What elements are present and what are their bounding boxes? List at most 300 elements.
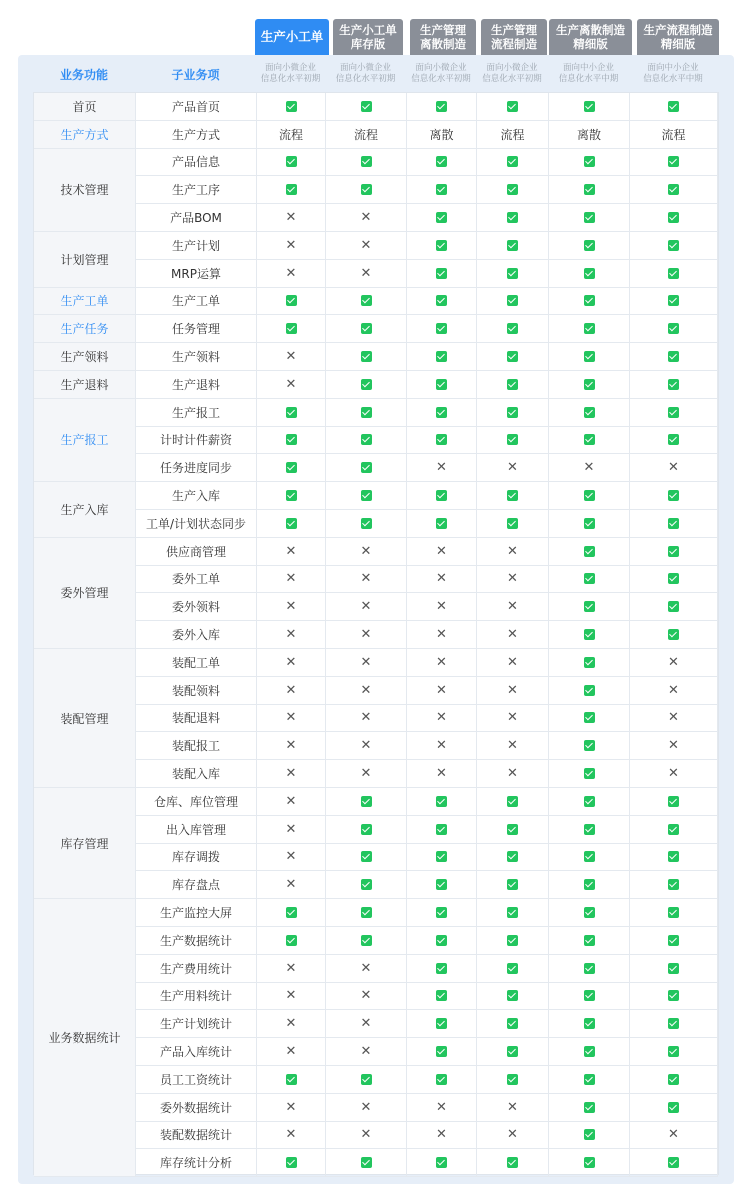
function-cell[interactable]: 生产任务 — [34, 315, 136, 343]
check-icon — [668, 323, 679, 334]
plan-value-cell — [477, 93, 549, 121]
sub-item-cell: 委外入库 — [136, 621, 257, 649]
plan-tab-2[interactable]: 生产小工单 库存版 — [333, 19, 403, 55]
check-icon — [286, 323, 297, 334]
check-icon — [436, 824, 447, 835]
cross-icon: ✕ — [285, 543, 297, 559]
plan-value-cell — [257, 844, 326, 872]
plan-value-cell — [257, 1149, 326, 1177]
plan-value-cell — [549, 1038, 630, 1066]
plan-description-1: 面向小微企业 信息化水平初期 — [260, 63, 321, 84]
check-icon — [507, 796, 518, 807]
check-icon — [361, 907, 372, 918]
plan-value-cell — [549, 482, 630, 510]
plan-value-cell — [549, 566, 630, 594]
check-icon — [584, 657, 595, 668]
check-icon — [436, 295, 447, 306]
plan-value-cell: 离散 — [549, 121, 630, 149]
check-icon — [668, 407, 679, 418]
function-cell: 首页 — [34, 93, 136, 121]
cross-icon: ✕ — [507, 738, 518, 754]
plan-value-cell — [477, 510, 549, 538]
plan-value-cell — [477, 1038, 549, 1066]
sub-item-cell: 装配工单 — [136, 649, 257, 677]
cross-icon: ✕ — [436, 460, 447, 476]
cross-icon: ✕ — [436, 710, 447, 726]
check-icon — [507, 490, 518, 501]
check-icon — [286, 295, 297, 306]
plan-value-cell — [407, 955, 477, 983]
plan-value-cell — [326, 732, 407, 760]
plan-value-cell — [326, 510, 407, 538]
cross-icon: ✕ — [360, 237, 372, 253]
plan-value-cell — [407, 371, 477, 399]
sub-item-cell: 装配领料 — [136, 677, 257, 705]
check-icon — [668, 907, 679, 918]
sub-item-cell: 生产监控大屏 — [136, 899, 257, 927]
cross-icon: ✕ — [436, 571, 447, 587]
plan-value-cell — [407, 871, 477, 899]
check-icon — [286, 1157, 297, 1168]
plan-value-cell — [257, 593, 326, 621]
plan-value-cell — [326, 1149, 407, 1177]
plan-value-cell — [326, 1094, 407, 1122]
plan-value-cell — [630, 1066, 718, 1094]
check-icon — [584, 518, 595, 529]
check-icon — [668, 963, 679, 974]
plan-value-cell — [257, 566, 326, 594]
cross-icon: ✕ — [360, 627, 372, 643]
sub-item-cell: 委外工单 — [136, 566, 257, 594]
plan-value-cell — [549, 149, 630, 177]
check-icon — [507, 407, 518, 418]
check-icon — [668, 1046, 679, 1057]
cross-icon: ✕ — [507, 1099, 518, 1115]
cross-icon: ✕ — [436, 1127, 447, 1143]
check-icon — [507, 212, 518, 223]
check-icon — [668, 1157, 679, 1168]
plan-value-cell — [407, 343, 477, 371]
plan-value-cell — [630, 288, 718, 316]
check-icon — [286, 184, 297, 195]
check-icon — [361, 184, 372, 195]
plan-value-cell — [477, 566, 549, 594]
plan-tab-1[interactable]: 生产小工单 — [255, 19, 329, 55]
plan-value-cell — [630, 844, 718, 872]
plan-value-cell — [477, 1149, 549, 1177]
plan-description-2: 面向小微企业 信息化水平初期 — [335, 63, 396, 84]
cross-icon: ✕ — [436, 682, 447, 698]
plan-value-cell — [326, 955, 407, 983]
plan-value-cell: 流程 — [630, 121, 718, 149]
check-icon — [361, 407, 372, 418]
function-cell: 生产入库 — [34, 482, 136, 538]
plan-value-cell — [257, 399, 326, 427]
cross-icon: ✕ — [360, 1099, 372, 1115]
check-icon — [507, 434, 518, 445]
cross-icon: ✕ — [285, 793, 297, 809]
cross-icon: ✕ — [668, 1127, 679, 1143]
check-icon — [668, 879, 679, 890]
plan-value-cell — [477, 149, 549, 177]
plan-value-cell — [407, 593, 477, 621]
check-icon — [584, 240, 595, 251]
plan-value-cell — [549, 621, 630, 649]
check-icon — [668, 824, 679, 835]
cross-icon: ✕ — [285, 738, 297, 754]
cross-icon: ✕ — [285, 960, 297, 976]
plan-value-cell — [549, 371, 630, 399]
plan-value-cell — [477, 621, 549, 649]
check-icon — [507, 101, 518, 112]
plan-value-cell — [477, 260, 549, 288]
cross-icon: ✕ — [507, 710, 518, 726]
plan-value-cell — [326, 927, 407, 955]
plan-value-cell — [477, 454, 549, 482]
cross-icon: ✕ — [285, 877, 297, 893]
sub-item-cell: MRP运算 — [136, 260, 257, 288]
function-cell[interactable]: 生产方式 — [34, 121, 136, 149]
plan-value-cell — [407, 315, 477, 343]
function-cell: 库存管理 — [34, 788, 136, 899]
plan-value-cell — [326, 482, 407, 510]
plan-value-cell — [257, 315, 326, 343]
plan-value-cell — [630, 732, 718, 760]
plan-value-cell — [477, 899, 549, 927]
check-icon — [668, 434, 679, 445]
plan-value-cell — [326, 93, 407, 121]
plan-value-cell — [549, 204, 630, 232]
cross-icon: ✕ — [668, 766, 679, 782]
plan-value-cell — [257, 621, 326, 649]
check-icon — [668, 796, 679, 807]
plan-value-cell — [630, 871, 718, 899]
cross-icon: ✕ — [285, 710, 297, 726]
check-icon — [507, 963, 518, 974]
plan-value-cell — [407, 427, 477, 455]
cross-icon: ✕ — [668, 738, 679, 754]
plan-value-cell — [257, 677, 326, 705]
function-cell[interactable]: 生产报工 — [34, 399, 136, 482]
plan-value-cell — [477, 482, 549, 510]
cross-icon: ✕ — [285, 654, 297, 670]
check-icon — [584, 101, 595, 112]
check-icon — [668, 212, 679, 223]
cross-icon: ✕ — [285, 1044, 297, 1060]
check-icon — [507, 990, 518, 1001]
cross-icon: ✕ — [285, 210, 297, 226]
check-icon — [436, 1018, 447, 1029]
sub-item-cell: 生产报工 — [136, 399, 257, 427]
plan-value-cell — [549, 260, 630, 288]
check-icon — [436, 1046, 447, 1057]
header-function-label: 业务功能 — [59, 67, 108, 82]
plan-tab-6[interactable]: 生产流程制造 精细版 — [637, 19, 719, 55]
cross-icon: ✕ — [436, 766, 447, 782]
sub-item-cell: 装配数据统计 — [136, 1122, 257, 1150]
plan-value-cell — [549, 899, 630, 927]
sub-item-cell: 任务管理 — [136, 315, 257, 343]
plan-value-cell — [549, 1010, 630, 1038]
sub-item-cell: 生产费用统计 — [136, 955, 257, 983]
plan-value-cell — [549, 871, 630, 899]
cross-icon: ✕ — [507, 627, 518, 643]
plan-value-cell — [407, 260, 477, 288]
plan-value-cell — [477, 427, 549, 455]
plan-value-cell — [477, 593, 549, 621]
cross-icon: ✕ — [436, 738, 447, 754]
plan-value-cell — [630, 927, 718, 955]
check-icon — [668, 490, 679, 501]
cross-icon: ✕ — [436, 654, 447, 670]
cross-icon: ✕ — [360, 682, 372, 698]
cross-icon: ✕ — [285, 627, 297, 643]
plan-value-cell — [630, 1038, 718, 1066]
check-icon — [584, 295, 595, 306]
check-icon — [507, 1046, 518, 1057]
check-icon — [507, 879, 518, 890]
plan-tab-3[interactable]: 生产管理 离散制造 — [410, 19, 476, 55]
check-icon — [584, 323, 595, 334]
plan-value-cell — [549, 427, 630, 455]
sub-item-cell: 库存统计分析 — [136, 1149, 257, 1177]
plan-value-cell — [549, 844, 630, 872]
plan-value-cell — [630, 705, 718, 733]
function-cell: 生产退料 — [34, 371, 136, 399]
plan-value-cell — [630, 1094, 718, 1122]
plan-value-cell — [326, 149, 407, 177]
sub-item-cell: 产品首页 — [136, 93, 257, 121]
cross-icon: ✕ — [436, 599, 447, 615]
plan-value-cell — [257, 510, 326, 538]
plan-value-cell — [326, 204, 407, 232]
check-icon — [584, 184, 595, 195]
plan-value-cell — [630, 315, 718, 343]
plan-value-cell — [257, 927, 326, 955]
plan-value-cell — [326, 566, 407, 594]
cross-icon: ✕ — [285, 1099, 297, 1115]
plan-value-cell — [630, 538, 718, 566]
plan-value-cell — [257, 1010, 326, 1038]
plan-tab-5[interactable]: 生产离散制造 精细版 — [549, 19, 632, 55]
plan-value-cell — [326, 677, 407, 705]
check-icon — [361, 879, 372, 890]
check-icon — [436, 1074, 447, 1085]
sub-item-cell: 库存盘点 — [136, 871, 257, 899]
check-icon — [584, 1129, 595, 1140]
sub-item-cell: 出入库管理 — [136, 816, 257, 844]
check-icon — [584, 490, 595, 501]
cross-icon: ✕ — [507, 599, 518, 615]
plan-value-cell: 离散 — [407, 121, 477, 149]
check-icon — [584, 629, 595, 640]
cross-icon: ✕ — [507, 1127, 518, 1143]
check-icon — [507, 240, 518, 251]
plan-value-cell — [630, 955, 718, 983]
plan-value-cell — [549, 927, 630, 955]
plan-value-cell — [477, 538, 549, 566]
plan-tab-4[interactable]: 生产管理 流程制造 — [481, 19, 547, 55]
check-icon — [361, 462, 372, 473]
plan-value-cell — [477, 371, 549, 399]
plan-value-cell — [326, 1066, 407, 1094]
check-icon — [668, 295, 679, 306]
plan-value-cell — [477, 176, 549, 204]
plan-value-cell — [630, 788, 718, 816]
check-icon — [286, 407, 297, 418]
sub-item-cell: 生产方式 — [136, 121, 257, 149]
check-icon — [436, 490, 447, 501]
plan-value-cell — [630, 399, 718, 427]
plan-value-cell — [407, 788, 477, 816]
plan-value-cell — [477, 844, 549, 872]
plan-value-cell — [549, 593, 630, 621]
check-icon — [668, 601, 679, 612]
plan-value-cell — [257, 983, 326, 1011]
plan-value-cell — [477, 705, 549, 733]
check-icon — [584, 1157, 595, 1168]
plan-value-cell — [326, 454, 407, 482]
plan-value-cell — [326, 983, 407, 1011]
cross-icon: ✕ — [285, 1127, 297, 1143]
plan-value-cell — [477, 788, 549, 816]
cross-icon: ✕ — [285, 599, 297, 615]
cross-icon: ✕ — [285, 682, 297, 698]
sub-item-cell: 生产数据统计 — [136, 927, 257, 955]
plan-value-cell — [549, 705, 630, 733]
plan-value-cell — [407, 538, 477, 566]
cross-icon: ✕ — [285, 237, 297, 253]
plan-value-cell — [630, 677, 718, 705]
plan-value-cell — [257, 955, 326, 983]
plan-value-cell — [549, 454, 630, 482]
plan-value-cell — [630, 816, 718, 844]
plan-value-cell — [257, 176, 326, 204]
plan-value-cell — [549, 538, 630, 566]
plan-value-cell — [477, 871, 549, 899]
plan-value-cell — [549, 788, 630, 816]
check-icon — [361, 518, 372, 529]
plan-value-cell — [630, 510, 718, 538]
check-icon — [436, 212, 447, 223]
plan-value-cell — [407, 732, 477, 760]
plan-value-cell — [549, 1094, 630, 1122]
check-icon — [507, 184, 518, 195]
plan-value-cell — [257, 93, 326, 121]
plan-description-3: 面向小微企业 信息化水平初期 — [411, 63, 471, 84]
plan-value-cell — [326, 621, 407, 649]
plan-value-cell — [407, 844, 477, 872]
plan-value-cell — [326, 288, 407, 316]
plan-value-cell — [549, 1066, 630, 1094]
check-icon — [668, 1074, 679, 1085]
plan-value-cell — [257, 427, 326, 455]
check-icon — [507, 379, 518, 390]
plan-value-cell — [407, 1038, 477, 1066]
plan-value-cell — [257, 1038, 326, 1066]
plan-value-cell — [549, 510, 630, 538]
plan-value-cell — [257, 899, 326, 927]
plan-value-cell — [326, 705, 407, 733]
check-icon — [668, 101, 679, 112]
plan-value-cell — [326, 1122, 407, 1150]
cross-icon: ✕ — [360, 599, 372, 615]
check-icon — [286, 101, 297, 112]
check-icon — [668, 156, 679, 167]
plan-value-cell — [630, 621, 718, 649]
plan-value-cell — [630, 649, 718, 677]
check-icon — [436, 379, 447, 390]
sub-item-cell: 库存调拨 — [136, 844, 257, 872]
check-icon — [286, 907, 297, 918]
check-icon — [286, 1074, 297, 1085]
check-icon — [436, 518, 447, 529]
check-icon — [584, 740, 595, 751]
plan-value-cell — [630, 343, 718, 371]
plan-value-cell — [407, 1149, 477, 1177]
check-icon — [507, 824, 518, 835]
check-icon — [436, 963, 447, 974]
plan-value-cell — [630, 204, 718, 232]
cross-icon: ✕ — [668, 654, 679, 670]
sub-item-cell: 计时计件薪资 — [136, 427, 257, 455]
comparison-panel — [18, 55, 734, 1184]
plan-value-cell — [549, 677, 630, 705]
sub-item-cell: 员工工资统计 — [136, 1066, 257, 1094]
function-cell[interactable]: 生产工单 — [34, 288, 136, 316]
plan-value-cell — [257, 649, 326, 677]
plan-value-cell — [477, 649, 549, 677]
plan-value-cell — [549, 1122, 630, 1150]
plan-value-cell — [407, 1066, 477, 1094]
plan-value-cell — [477, 927, 549, 955]
check-icon — [436, 907, 447, 918]
cross-icon: ✕ — [285, 988, 297, 1004]
plan-value-cell — [257, 454, 326, 482]
check-icon — [507, 295, 518, 306]
check-icon — [436, 351, 447, 362]
plan-value-cell — [326, 260, 407, 288]
function-cell: 装配管理 — [34, 649, 136, 788]
check-icon — [507, 351, 518, 362]
check-icon — [436, 879, 447, 890]
check-icon — [584, 712, 595, 723]
cross-icon: ✕ — [436, 543, 447, 559]
cross-icon: ✕ — [285, 849, 297, 865]
plan-value-cell — [549, 343, 630, 371]
plan-value-cell — [549, 983, 630, 1011]
plan-description-6: 面向中小企业 信息化水平中期 — [643, 63, 703, 84]
check-icon — [584, 407, 595, 418]
sub-item-cell: 产品BOM — [136, 204, 257, 232]
plan-value-cell — [257, 760, 326, 788]
plan-value-cell — [257, 816, 326, 844]
plan-value-cell — [407, 760, 477, 788]
check-icon — [436, 184, 447, 195]
sub-item-cell: 委外领料 — [136, 593, 257, 621]
header-sub-label: 子业务项 — [171, 67, 220, 82]
check-icon — [507, 1157, 518, 1168]
plan-value-cell — [257, 260, 326, 288]
check-icon — [584, 351, 595, 362]
plan-value-cell — [407, 1010, 477, 1038]
plan-value-cell — [630, 93, 718, 121]
cross-icon: ✕ — [360, 210, 372, 226]
plan-value-cell — [549, 1149, 630, 1177]
check-icon — [507, 851, 518, 862]
plan-value-cell — [326, 315, 407, 343]
check-icon — [668, 240, 679, 251]
